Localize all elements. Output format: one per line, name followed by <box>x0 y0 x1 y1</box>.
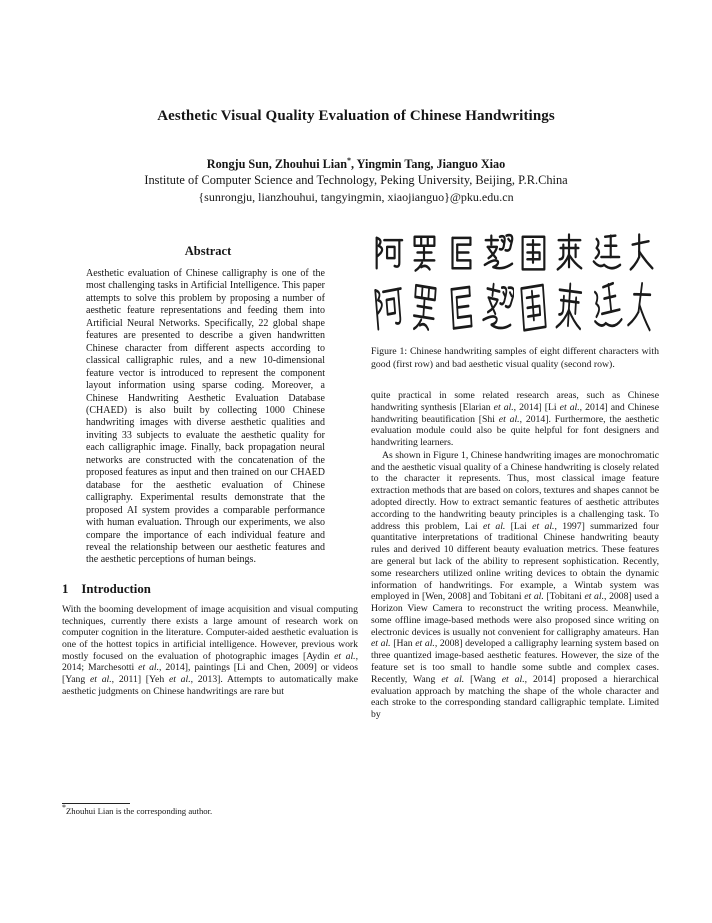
figure1-handwriting-image <box>371 228 659 336</box>
introduction-paragraph: With the booming development of image acquisition and visual computing techniques, currently there exists a large amount of research work on computer cognition in the literature. Computer-aided aesthetic evaluation is one of the hottest topics in artificial intelligence. However, previous work mostly focused on the evaluation of photographic images [Aydin et al., 2014; Marchesotti et al., 2014], paintings [Li and Chen, 2009] or videos [Yang et al., 2011] [Yeh et al., 2013]. Attempts to automatically make aesthetic judgments on Chinese handwritings are rare but <box>62 603 358 697</box>
handwriting-glyph-bad-2 <box>407 278 441 336</box>
paper-title: Aesthetic Visual Quality Evaluation of Chinese Handwritings <box>157 108 555 124</box>
handwriting-glyph-good-1 <box>371 230 405 275</box>
handwriting-glyph-good-3 <box>444 230 478 275</box>
figure1-bad-row <box>371 276 659 336</box>
handwriting-glyph-good-5 <box>516 230 550 275</box>
handwriting-glyph-good-2 <box>407 230 441 275</box>
handwriting-glyph-bad-6 <box>552 278 586 336</box>
handwriting-glyph-bad-4 <box>480 278 514 336</box>
footnote <box>62 803 358 816</box>
body-paragraph-2: As shown in Figure 1, Chinese handwriting images are monochromatic and the aesthetic visual quality of a Chinese handwriting is closely related to the character it represents. Thus, most classical image feature extraction methods that are based on colors, textures and shapes cannot be adopted directly. How to extract semantic features of aesthetic attributes according to the handwriting beauty principles is a challenging task. To address this problem, Lai et al. [Lai et al., 1997] summarized four quantitative interpretations of traditional Chinese handwriting beauty rules and derived 10 different beauty evaluation metrics. These features are general but lack of the ability to represent sophistication. Recently, some researchers utilized online writing devices to obtain the dynamic information of handwritings. For example, a Wintab system was employed in [Wen, 2008] and Tobitani et al. [Tobitani et al., 2008] used a Horizon View Camera to reconstruct the writing process. Meanwhile, some offline image-based methods were also proposed since writing on electronic devices is usually not convenient for calligraphy amateurs. Han et al. [Han et al., 2008] developed a calligraphy learning system based on three quantized image-based aesthetic features. However, the size of the feature set is too small to handle some subtle and complex cases. Recently, Wang et al. [Wang et al., 2014] proposed a hierarchical evaluation approach by matching the shape of the whole character and each stroke to the corresponding standard calligraphic template. Limited by <box>371 449 660 721</box>
handwriting-glyph-bad-1 <box>371 278 405 336</box>
email-line: {sunrongju, lianzhouhui, tangyingmin, xiaojianguo}@pku.edu.cn <box>198 189 514 204</box>
handwriting-glyph-good-4 <box>480 230 514 275</box>
handwriting-glyph-bad-8 <box>625 278 659 336</box>
section-title: Introduction <box>81 581 151 596</box>
handwriting-glyph-bad-5 <box>516 278 550 336</box>
handwriting-glyph-good-8 <box>625 230 659 275</box>
affiliation-line: Institute of Computer Science and Technology, Peking University, Beijing, P.R.China <box>144 173 568 187</box>
abstract-body: Aesthetic evaluation of Chinese calligraphy is one of the most challenging tasks in Artificial Intelligence. This paper attempts to solve this problem by proposing a number of aesthetic feature representations and feeding them into Artificial Neural Networks. Specifically, 22 global shape features are presented to describe a given handwritten Chinese character from different aspects according to classical calligraphic rules, and a new 10-dimensional feature vector is introduced to represent the component layout information using sparse coding. Moreover, a Chinese Handwriting Aesthetic Evaluation Database (CHAED) is also built by collecting 1000 Chinese handwriting images with diverse aesthetic qualities and inviting 33 subjects to evaluate the aesthetic quality for each calligraphic image. Finally, back propagation neural networks are constructed with the concatenation of the proposed features as input and then trained on our CHAED database for the aesthetic evaluation of Chinese calligraphy. Experimental results demonstrate that the proposed AI system provides a comparable performance with human evaluation. Through our experiments, we also compare the importance of each individual feature and reveal the relationship between our aesthetic features and the aesthetic perceptions of human beings. <box>86 268 325 566</box>
section-number: 1 <box>62 581 69 596</box>
figure1-caption: Figure 1: Chinese handwriting samples of eight different characters with good (first row) and bad aesthetic visual quality (second row). <box>371 346 659 370</box>
handwriting-glyph-bad-3 <box>444 278 478 336</box>
footnote-rule <box>62 803 130 804</box>
figure1-good-row <box>371 228 659 275</box>
handwriting-glyph-bad-7 <box>589 278 623 336</box>
body-paragraph-1: quite practical in some related research areas, such as Chinese handwriting synthesis [Elarian et al., 2014] [Li et al., 2014] and Chinese handwriting beautification [Shi et al., 2014]. Furthermore, the aesthetic evaluation module could also be quite helpful for font designers and handwriting learners. <box>371 390 660 449</box>
right-column <box>371 228 659 721</box>
left-column <box>62 244 358 698</box>
abstract-heading: Abstract <box>184 244 232 258</box>
handwriting-glyph-good-7 <box>589 230 623 275</box>
authors-line: Rongju Sun, Zhouhui Lian*, Yingmin Tang, Jianguo Xiao <box>206 155 506 171</box>
handwriting-glyph-good-6 <box>552 230 586 275</box>
footnote-text: *Zhouhui Lian is the corresponding author. <box>62 803 213 816</box>
right-column-body <box>371 390 659 721</box>
section-heading-introduction <box>62 582 358 597</box>
